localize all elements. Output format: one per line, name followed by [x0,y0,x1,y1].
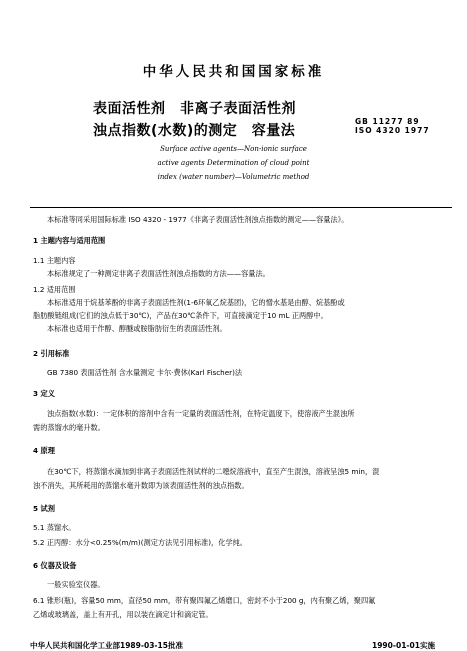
standard-code-iso: ISO 4320 1977 [355,126,430,135]
section-1-1-heading: 1.1 主题内容 [33,256,76,265]
english-title-line-3: index (water number)—Volumetric method [157,173,310,181]
section-1-2-heading: 1.2 适用范围 [33,285,76,294]
english-title-line-2: active agents Determination of cloud point [157,159,310,167]
section-5-2: 5.2 正丙醇：水分<0.25%(m/m)(测定方法见引用标准)，化学纯。 [33,538,247,547]
section-1-1-text: 本标准规定了一种测定非离子表面活性剂浊点指数的方法——容量法。 [47,269,270,278]
section-6-1-text-1: 6.1 锥形(瓶)，容量50 mm，直径50 mm，带有聚四氟乙烯磨口，密封不小于200 g，内有聚乙烯，聚四氟 [33,596,376,605]
section-3-text-2: 需的蒸馏水的毫升数。 [33,423,105,432]
standard-header-title: 中华人民共和国国家标准 [142,64,325,80]
top-divider [30,207,452,208]
section-6-heading: 6 仪器及设备 [33,561,77,570]
section-1-heading: 1 主题内容与适用范围 [33,236,106,245]
intro-paragraph: 本标准等同采用国际标准 ISO 4320 - 1977《非离子表面活性剂浊点指数的测定——容量法》。 [47,215,349,224]
section-6-1-text-2: 乙烯或玻璃盖，盖上有开孔，用以装在滴定计和滴定管。 [33,610,213,619]
section-2-text: GB 7380 表面活性剂 含水量测定 卡尔·费休(Karl Fischer)法 [47,368,243,377]
section-4-text-1: 在30℃下，将蒸馏水滴加到非离子表面活性剂试样的二噁烷溶液中，直至产生混浊，溶液呈浊5 min，混 [47,467,380,476]
section-1-2-text-3: 本标准也适用于作醇、醇醚或胺脂肪衍生的表面活性剂。 [47,324,227,333]
section-3-heading: 3 定义 [33,389,55,398]
section-5-1: 5.1 蒸馏水。 [33,523,76,532]
implementation-date: 1990-01-01实施 [372,641,435,650]
section-1-2-text-2: 脂肪酸链组成(它们的浊点低于30℃)，产品在30℃条件下，可直接滴定于10 mL 正两醇中。 [33,311,328,320]
section-3-text-1: 浊点指数(水数)：一定体积的溶剂中含有一定量的表面活性剂，在特定温度下，使溶液产生混浊所 [47,409,355,418]
section-5-heading: 5 试剂 [33,504,55,513]
section-2-heading: 2 引用标准 [33,349,70,358]
standard-code-gb: GB 11277 89 [355,117,420,126]
document-title-line-2: 浊点指数(水数)的测定 容量法 [93,123,296,139]
document-title-line-1: 表面活性剂 非离子表面活性剂 [93,101,296,117]
section-6-text: 一般实验室仪器。 [47,580,105,589]
english-title-line-1: Surface active agents—Non-ionic surface [160,145,307,153]
section-4-text-2: 浊不消失，其所耗用的蒸馏水毫升数即为该表面活性剂的浊点指数。 [33,481,249,490]
section-4-heading: 4 原理 [33,446,55,455]
approval-date: 中华人民共和国化学工业部1989-03-15批准 [30,641,183,650]
section-1-2-text-1: 本标准适用于烷基苯酚的非离子表面活性剂(1-6环氧乙烷基团)，它的憎水基是由醇、烷基酚或 [47,298,345,307]
